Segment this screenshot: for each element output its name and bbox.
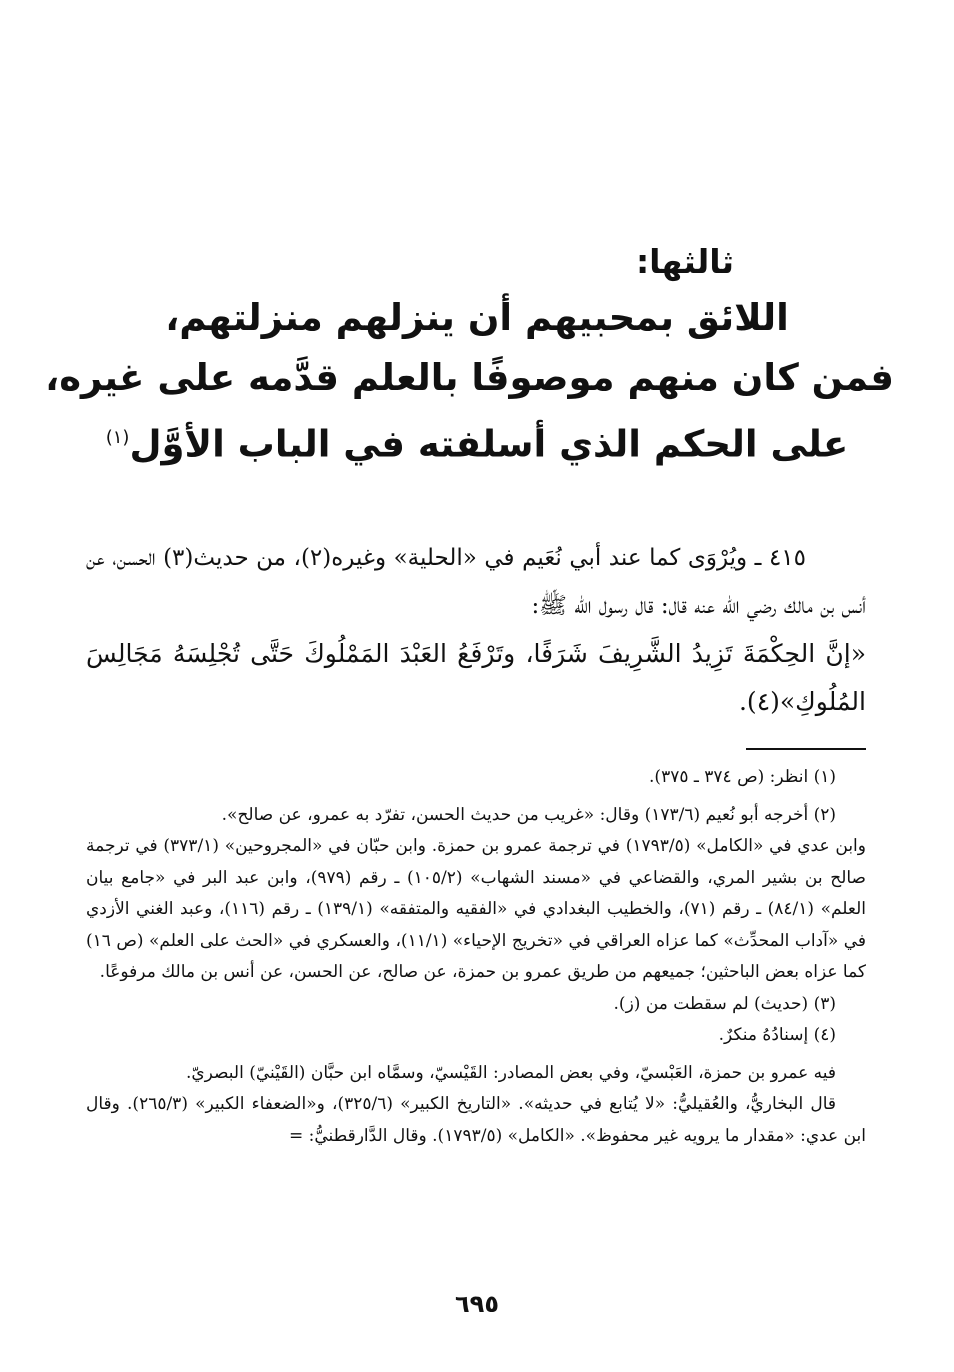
footnote-3: (٣) (حديث) لم سقطت من (ز). <box>613 993 836 1014</box>
heading-line-3 <box>60 408 894 474</box>
footnotes <box>86 762 866 1152</box>
section-heading <box>45 236 894 474</box>
heading-footnote-ref: (١) <box>105 427 130 448</box>
heading-line-3-text: على الحكم الذي أسلفته في الباب الأوَّل <box>129 422 849 466</box>
heading-label: ثالثها: <box>635 242 734 281</box>
paragraph-415: ٤١٥ ـ ويُرْوَى كما عند أبي نُعَيم في «الحلية» وغيره(٢)، من حديث(٣) الحسن، عن أنس بن مالك رضي الله عنه قال: قال رسول الله ﷺ: <box>86 545 866 619</box>
footnote-2-intro: (٢) أخرجه أبو نُعيم (١٧٣/٦) وقال: «غريب من حديث الحسن، تفرّد به عمرو، عن صالح». <box>221 804 836 825</box>
heading-line-1: اللائق بمحبيهم أن ينزلهم منزلتهم، <box>165 296 789 339</box>
footnote-4: (٤) إسنادُهُ منكرٌ. <box>718 1025 836 1045</box>
hadith-text: «إنَّ الحِكْمَةَ تَزِيدُ الشَّرِيفَ شَرَفًا، وتَرْفَعُ العَبْدَ المَمْلُوكَ حَتَّى تُجْلِسَهُ مَجَالِسَ المُلُوكِ»(٤). <box>86 639 866 716</box>
page-number: ٦٩٥ <box>455 1290 499 1318</box>
footnote-separator <box>746 748 866 750</box>
heading-line-2: فمن كان منهم موصوفًا بالعلم قدَّمه على غيره، <box>45 356 894 399</box>
footnote-1: (١) انظر: (ص ٣٧٤ ـ ٣٧٥). <box>649 767 836 787</box>
footnote-4-detail-2: قال البخاريُّ، والعُقيليُّ: «لا يُتابع في حديثه». «التاريخ الكبير» (٣٢٥/٦)، و«الضعفاء الكبير» (٢٦٥/٣). وقال ابن عدي: «مقدار ما يرويه غير محفوظ». «الكامل» (١٧٩٣/٥). وقال الدَّارقطنيُّ: = <box>86 1094 866 1146</box>
main-text <box>86 534 866 726</box>
footnote-4-detail-1: فيه عمرو بن حمزة، العَبْسيّ، وفي بعض المصادر: القَيْسيّ، وسمَّاه ابن حبَّان (القَيْنيّ) البصريّ. <box>185 1062 836 1083</box>
footnote-2-body: وابن عدي في «الكامل» (١٧٩٣/٥) في ترجمة عمرو بن حمزة. وابن حبّان في «المجروحين» (٣٧٣/١) في ترجمة صالح بن بشير المري، والقضاعي في «مسند الشهاب» (١٠٥/٢) ـ رقم (٩٧٩)، وابن عبد البر في «جامع بيان العلم» (٨٤/١) ـ رقم (٧١)، والخطيب البغدادي في «الفقيه والمتفقه» (١٣٩/١) ـ رقم (١١٦)، وعبد الغني الأزدي في «آداب المحدِّث» كما عزاه العراقي في «تخريج الإحياء» (١١/١)، والعسكري في «الحث على العلم» (ص ١٦) كما عزاه بعض الباحثين؛ جميعهم من طريق عمرو بن حمزة، عن صالح، عن الحسن، عن أنس بن مالك مرفوعًا. <box>86 836 867 982</box>
